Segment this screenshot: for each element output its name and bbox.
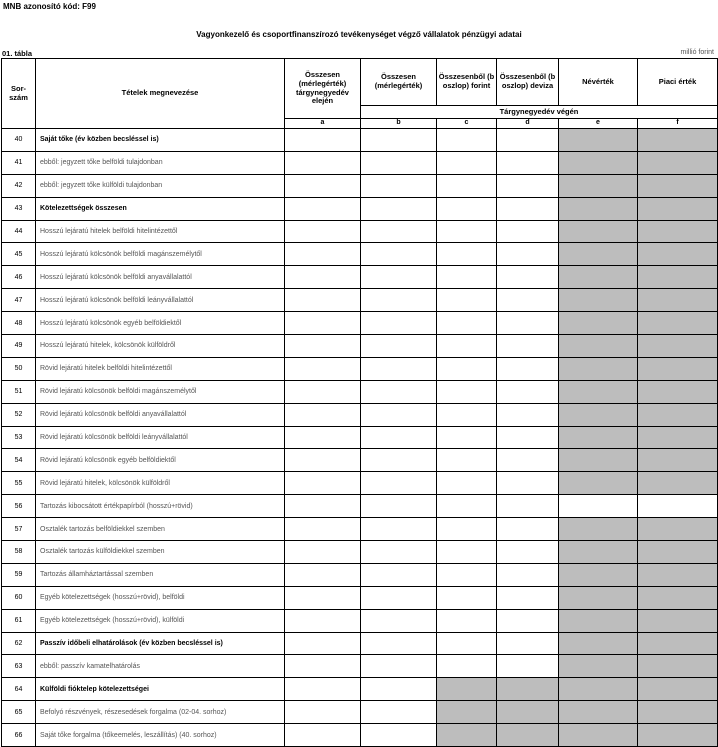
- cell-b[interactable]: [361, 197, 437, 220]
- cell-c[interactable]: [437, 518, 497, 541]
- row-label: Osztalék tartozás belföldiekkel szemben: [36, 518, 285, 541]
- cell-a[interactable]: [285, 678, 361, 701]
- cell-c[interactable]: [437, 449, 497, 472]
- cell-e: [559, 266, 638, 289]
- cell-f: [638, 724, 718, 747]
- letter-b: b: [361, 119, 437, 129]
- cell-c[interactable]: [437, 541, 497, 564]
- table-row: [2, 289, 718, 312]
- cell-a[interactable]: [285, 449, 361, 472]
- cell-e: [559, 724, 638, 747]
- cell-d[interactable]: [497, 243, 559, 266]
- cell-e: [559, 220, 638, 243]
- cell-c[interactable]: [437, 129, 497, 152]
- cell-e: [559, 449, 638, 472]
- cell-e: [559, 243, 638, 266]
- cell-e: [559, 518, 638, 541]
- cell-d: [497, 701, 559, 724]
- header-col-a: Összesen (mérlegérték) tárgynegyedév elején: [285, 59, 361, 119]
- row-label: Külföldi fióktelep kötelezettségei: [36, 678, 285, 701]
- cell-d[interactable]: [497, 449, 559, 472]
- header-col-f: Piaci érték: [638, 59, 718, 106]
- row-label: Befolyó részvények, részesedések forgalma (02-04. sorhoz): [36, 701, 285, 724]
- cell-b[interactable]: [361, 380, 437, 403]
- cell-a[interactable]: [285, 563, 361, 586]
- cell-a[interactable]: [285, 151, 361, 174]
- cell-d[interactable]: [497, 609, 559, 632]
- cell-a[interactable]: [285, 357, 361, 380]
- table-row: [2, 472, 718, 495]
- cell-f: [638, 678, 718, 701]
- cell-f[interactable]: [638, 495, 718, 518]
- row-label: Rövid lejáratú kölcsönök belföldi anyavállalattól: [36, 403, 285, 426]
- cell-f: [638, 655, 718, 678]
- cell-b[interactable]: [361, 174, 437, 197]
- cell-b[interactable]: [361, 289, 437, 312]
- cell-e: [559, 312, 638, 335]
- table-row: [2, 724, 718, 747]
- cell-d[interactable]: [497, 289, 559, 312]
- row-number: 63: [2, 655, 36, 678]
- cell-c[interactable]: [437, 586, 497, 609]
- cell-c[interactable]: [437, 655, 497, 678]
- row-label: Osztalék tartozás külföldiekkel szemben: [36, 541, 285, 564]
- row-label: ebből: passzív kamatelhatárolás: [36, 655, 285, 678]
- row-label: Hosszú lejáratú kölcsönök belföldi anyavállalattól: [36, 266, 285, 289]
- cell-a[interactable]: [285, 655, 361, 678]
- header-col-d: Összesenből (b oszlop) deviza: [497, 59, 559, 106]
- cell-e: [559, 655, 638, 678]
- table-row: [2, 495, 718, 518]
- cell-a[interactable]: [285, 312, 361, 335]
- cell-e: [559, 335, 638, 358]
- row-label: Hosszú lejáratú hitelek belföldi hitelintézettől: [36, 220, 285, 243]
- row-number: 40: [2, 129, 36, 152]
- cell-b[interactable]: [361, 655, 437, 678]
- cell-e: [559, 289, 638, 312]
- cell-b[interactable]: [361, 586, 437, 609]
- header-name: Tételek megnevezése: [36, 59, 285, 129]
- cell-d[interactable]: [497, 197, 559, 220]
- row-label: Passzív időbeli elhatárolások (év közben becsléssel is): [36, 632, 285, 655]
- row-label: Rövid lejáratú hitelek, kölcsönök külföldről: [36, 472, 285, 495]
- cell-c[interactable]: [437, 266, 497, 289]
- cell-d[interactable]: [497, 586, 559, 609]
- cell-d[interactable]: [497, 495, 559, 518]
- cell-a[interactable]: [285, 266, 361, 289]
- row-number: 59: [2, 563, 36, 586]
- row-label: Hosszú lejáratú hitelek, kölcsönök külföldről: [36, 335, 285, 358]
- table-number: 01. tábla: [2, 49, 33, 58]
- cell-f: [638, 701, 718, 724]
- cell-c[interactable]: [437, 472, 497, 495]
- cell-e: [559, 541, 638, 564]
- cell-a[interactable]: [285, 518, 361, 541]
- cell-d[interactable]: [497, 335, 559, 358]
- cell-e: [559, 151, 638, 174]
- cell-d[interactable]: [497, 380, 559, 403]
- row-label: Tartozás kibocsátott értékpapírból (hosszú+rövid): [36, 495, 285, 518]
- cell-b[interactable]: [361, 426, 437, 449]
- cell-c: [437, 724, 497, 747]
- cell-c: [437, 678, 497, 701]
- cell-e: [559, 632, 638, 655]
- row-number: 47: [2, 289, 36, 312]
- cell-e: [559, 380, 638, 403]
- cell-a[interactable]: [285, 174, 361, 197]
- table-row: [2, 357, 718, 380]
- row-number: 66: [2, 724, 36, 747]
- cell-e: [559, 609, 638, 632]
- row-number: 41: [2, 151, 36, 174]
- row-number: 42: [2, 174, 36, 197]
- cell-b[interactable]: [361, 495, 437, 518]
- cell-a[interactable]: [285, 609, 361, 632]
- cell-c[interactable]: [437, 312, 497, 335]
- table-row: [2, 266, 718, 289]
- table-row: [2, 151, 718, 174]
- cell-c[interactable]: [437, 403, 497, 426]
- table-row: [2, 541, 718, 564]
- row-label: Hosszú lejáratú kölcsönök belföldi magánszemélytől: [36, 243, 285, 266]
- cell-d[interactable]: [497, 655, 559, 678]
- row-number: 57: [2, 518, 36, 541]
- table-row: [2, 449, 718, 472]
- cell-f: [638, 426, 718, 449]
- cell-a[interactable]: [285, 197, 361, 220]
- cell-a[interactable]: [285, 701, 361, 724]
- cell-d[interactable]: [497, 632, 559, 655]
- cell-e: [559, 129, 638, 152]
- letter-c: c: [437, 119, 497, 129]
- cell-d: [497, 724, 559, 747]
- cell-b[interactable]: [361, 472, 437, 495]
- table-row: [2, 586, 718, 609]
- cell-e: [559, 563, 638, 586]
- cell-f: [638, 380, 718, 403]
- cell-c: [437, 701, 497, 724]
- cell-c[interactable]: [437, 380, 497, 403]
- row-number: 65: [2, 701, 36, 724]
- cell-e: [559, 197, 638, 220]
- letter-d: d: [497, 119, 559, 129]
- row-number: 45: [2, 243, 36, 266]
- row-label: Rövid lejáratú kölcsönök egyéb belföldiektől: [36, 449, 285, 472]
- row-label: Tartozás államháztartással szemben: [36, 563, 285, 586]
- cell-f: [638, 586, 718, 609]
- table-row: [2, 655, 718, 678]
- row-label: Egyéb kötelezettségek (hosszú+rövid), külföldi: [36, 609, 285, 632]
- row-number: 62: [2, 632, 36, 655]
- header-col-e: Névérték: [559, 59, 638, 106]
- cell-e: [559, 426, 638, 449]
- cell-f: [638, 335, 718, 358]
- table-row: [2, 678, 718, 701]
- cell-a[interactable]: [285, 472, 361, 495]
- cell-c[interactable]: [437, 495, 497, 518]
- row-label: Rövid lejáratú kölcsönök belföldi leányvállalattól: [36, 426, 285, 449]
- cell-a[interactable]: [285, 586, 361, 609]
- cell-e: [559, 701, 638, 724]
- row-number: 60: [2, 586, 36, 609]
- cell-f: [638, 151, 718, 174]
- cell-d[interactable]: [497, 174, 559, 197]
- row-label: Saját tőke forgalma (tőkeemelés, leszállítás) (40. sorhoz): [36, 724, 285, 747]
- unit-label: millió forint: [680, 49, 714, 56]
- row-label: Saját tőke (év közben becsléssel is): [36, 129, 285, 152]
- table-row: [2, 609, 718, 632]
- row-label: ebből: jegyzett tőke belföldi tulajdonban: [36, 151, 285, 174]
- table-row: [2, 174, 718, 197]
- cell-c[interactable]: [437, 426, 497, 449]
- cell-d[interactable]: [497, 403, 559, 426]
- cell-c[interactable]: [437, 220, 497, 243]
- cell-d[interactable]: [497, 129, 559, 152]
- row-label: Hosszú lejáratú kölcsönök egyéb belföldiektől: [36, 312, 285, 335]
- row-number: 50: [2, 357, 36, 380]
- cell-a[interactable]: [285, 220, 361, 243]
- cell-f: [638, 609, 718, 632]
- row-label: Rövid lejáratú kölcsönök belföldi magánszemélytől: [36, 380, 285, 403]
- cell-c[interactable]: [437, 335, 497, 358]
- cell-e[interactable]: [559, 495, 638, 518]
- cell-a[interactable]: [285, 632, 361, 655]
- cell-b[interactable]: [361, 243, 437, 266]
- cell-f: [638, 518, 718, 541]
- cell-e: [559, 586, 638, 609]
- cell-b[interactable]: [361, 609, 437, 632]
- row-label: Rövid lejáratú hitelek belföldi hitelintézettől: [36, 357, 285, 380]
- cell-a[interactable]: [285, 541, 361, 564]
- cell-d[interactable]: [497, 266, 559, 289]
- row-number: 64: [2, 678, 36, 701]
- cell-b[interactable]: [361, 335, 437, 358]
- cell-a[interactable]: [285, 403, 361, 426]
- row-number: 56: [2, 495, 36, 518]
- table-row: [2, 563, 718, 586]
- cell-a[interactable]: [285, 335, 361, 358]
- cell-f: [638, 632, 718, 655]
- table-row: [2, 632, 718, 655]
- cell-d[interactable]: [497, 472, 559, 495]
- cell-c[interactable]: [437, 197, 497, 220]
- cell-f: [638, 289, 718, 312]
- table-row: [2, 243, 718, 266]
- row-number: 61: [2, 609, 36, 632]
- table-row: [2, 197, 718, 220]
- row-label: Kötelezettségek összesen: [36, 197, 285, 220]
- cell-b[interactable]: [361, 129, 437, 152]
- table-row: [2, 312, 718, 335]
- cell-c[interactable]: [437, 151, 497, 174]
- row-number: 48: [2, 312, 36, 335]
- header-sorszam: Sor-szám: [2, 59, 36, 129]
- cell-b[interactable]: [361, 701, 437, 724]
- table-row: [2, 701, 718, 724]
- cell-f: [638, 243, 718, 266]
- letter-a: a: [285, 119, 361, 129]
- cell-c[interactable]: [437, 357, 497, 380]
- table-row: [2, 129, 718, 152]
- table-row: [2, 518, 718, 541]
- cell-e: [559, 403, 638, 426]
- cell-d: [497, 678, 559, 701]
- row-number: 43: [2, 197, 36, 220]
- row-number: 52: [2, 403, 36, 426]
- row-label: Egyéb kötelezettségek (hosszú+rövid), belföldi: [36, 586, 285, 609]
- mnb-code: MNB azonosító kód: F99: [3, 2, 96, 11]
- cell-b[interactable]: [361, 678, 437, 701]
- cell-b[interactable]: [361, 357, 437, 380]
- data-table: [1, 58, 718, 747]
- cell-e: [559, 174, 638, 197]
- table-row: [2, 403, 718, 426]
- cell-b[interactable]: [361, 312, 437, 335]
- cell-f: [638, 174, 718, 197]
- row-number: 54: [2, 449, 36, 472]
- cell-f: [638, 220, 718, 243]
- cell-a[interactable]: [285, 426, 361, 449]
- cell-d[interactable]: [497, 220, 559, 243]
- cell-a[interactable]: [285, 289, 361, 312]
- table-row: [2, 426, 718, 449]
- cell-f: [638, 357, 718, 380]
- cell-b[interactable]: [361, 563, 437, 586]
- cell-d[interactable]: [497, 518, 559, 541]
- cell-b[interactable]: [361, 724, 437, 747]
- row-number: 49: [2, 335, 36, 358]
- letter-f: f: [638, 119, 718, 129]
- cell-c[interactable]: [437, 174, 497, 197]
- cell-f: [638, 266, 718, 289]
- row-label: ebből: jegyzett tőke külföldi tulajdonban: [36, 174, 285, 197]
- cell-b[interactable]: [361, 403, 437, 426]
- cell-e: [559, 472, 638, 495]
- cell-f: [638, 129, 718, 152]
- cell-f: [638, 312, 718, 335]
- cell-b[interactable]: [361, 518, 437, 541]
- cell-e: [559, 678, 638, 701]
- cell-c[interactable]: [437, 289, 497, 312]
- table-row: [2, 335, 718, 358]
- table-row: [2, 220, 718, 243]
- row-number: 53: [2, 426, 36, 449]
- cell-d[interactable]: [497, 426, 559, 449]
- row-number: 58: [2, 541, 36, 564]
- cell-b[interactable]: [361, 220, 437, 243]
- table-row: [2, 380, 718, 403]
- cell-c[interactable]: [437, 609, 497, 632]
- header-col-b: Összesen (mérlegérték): [361, 59, 437, 106]
- cell-e: [559, 357, 638, 380]
- cell-b[interactable]: [361, 541, 437, 564]
- header-period-end: Tárgynegyedév végén: [361, 106, 718, 119]
- cell-a[interactable]: [285, 724, 361, 747]
- cell-a[interactable]: [285, 380, 361, 403]
- cell-f: [638, 449, 718, 472]
- page-title: Vagyonkezelő és csoportfinanszírozó tevékenységet végző vállalatok pénzügyi adatai: [196, 30, 522, 39]
- cell-f: [638, 541, 718, 564]
- cell-c[interactable]: [437, 632, 497, 655]
- row-number: 51: [2, 380, 36, 403]
- cell-d[interactable]: [497, 357, 559, 380]
- cell-c[interactable]: [437, 563, 497, 586]
- cell-a[interactable]: [285, 243, 361, 266]
- cell-b[interactable]: [361, 449, 437, 472]
- letter-e: e: [559, 119, 638, 129]
- cell-d[interactable]: [497, 312, 559, 335]
- row-number: 46: [2, 266, 36, 289]
- cell-d[interactable]: [497, 541, 559, 564]
- cell-f: [638, 563, 718, 586]
- cell-d[interactable]: [497, 151, 559, 174]
- cell-b[interactable]: [361, 266, 437, 289]
- cell-c[interactable]: [437, 243, 497, 266]
- row-number: 44: [2, 220, 36, 243]
- cell-a[interactable]: [285, 495, 361, 518]
- cell-a[interactable]: [285, 129, 361, 152]
- row-number: 55: [2, 472, 36, 495]
- cell-f: [638, 403, 718, 426]
- cell-f: [638, 197, 718, 220]
- cell-d[interactable]: [497, 563, 559, 586]
- row-label: Hosszú lejáratú kölcsönök belföldi leányvállalattól: [36, 289, 285, 312]
- cell-b[interactable]: [361, 151, 437, 174]
- cell-f: [638, 472, 718, 495]
- cell-b[interactable]: [361, 632, 437, 655]
- header-col-c: Összesenből (b oszlop) forint: [437, 59, 497, 106]
